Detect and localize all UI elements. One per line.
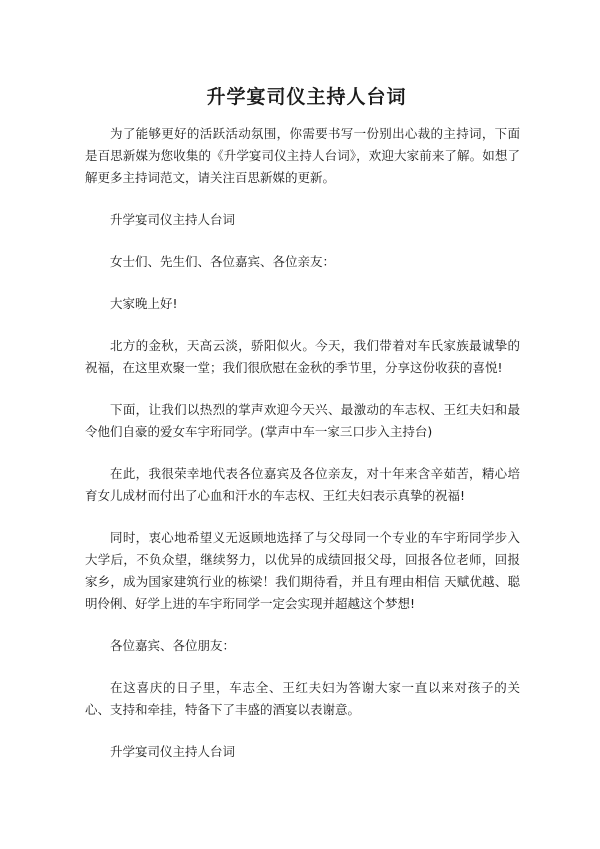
paragraph-wishes: 同时，衷心地希望义无返顾地选择了与父母同一个专业的车宇珩同学步入大学后，不负众望，继续努力，以优异的成绩回报父母，回报各位老师，回报家乡，成为国家建筑行业的栋梁！我们期待看，并且有理由相信 天赋优越、聪明伶俐、好学上进的车宇珩同学一定会实现并超越这个梦想! xyxy=(85,530,520,611)
document-title: 升学宴司仪主持人台词 xyxy=(206,86,407,108)
paragraph-subtitle-repeat: 升学宴司仪主持人台词 xyxy=(110,744,236,759)
paragraph-banquet: 在这喜庆的日子里，车志全、王红夫妇为答谢大家一直以来对孩子的关心、支持和牵挂，特备下了丰盛的酒宴以表谢意。 xyxy=(85,680,520,717)
paragraph-intro: 为了能够更好的活跃活动氛围，你需要书写一份别出心裁的主持词，下面是百思新媒为您收集的《升学宴司仪主持人台词》，欢迎大家前来了解。如想了解更多主持词范文，请关注百思新媒的更新。 xyxy=(85,126,520,185)
paragraph-autumn: 北方的金秋，天高云淡，骄阳似火。今天，我们带着对车氏家族最诚挚的祝福，在这里欢聚一堂；我们很欣慰在金秋的季节里，分享这份收获的喜悦! xyxy=(85,338,520,375)
paragraph-guests-friends: 各位嘉宾、各位朋友： xyxy=(110,638,236,653)
paragraph-welcome-family: 下面，让我们以热烈的掌声欢迎今天兴、最激动的车志权、王红夫妇和最令他们自豪的爱女车宇珩同学。(掌声中车一家三口步入主持台) xyxy=(85,402,520,439)
paragraph-thanks-parents: 在此，我很荣幸地代表各位嘉宾及各位亲友，对十年来含辛茹苦，精心培育女儿成材而付出了心血和汗水的车志权、王红夫妇表示真挚的祝福! xyxy=(85,466,520,503)
paragraph-greeting-address: 女士们、先生们、各位嘉宾、各位亲友： xyxy=(110,254,336,269)
paragraph-good-evening: 大家晚上好! xyxy=(110,296,178,311)
paragraph-subtitle: 升学宴司仪主持人台词 xyxy=(110,212,236,227)
